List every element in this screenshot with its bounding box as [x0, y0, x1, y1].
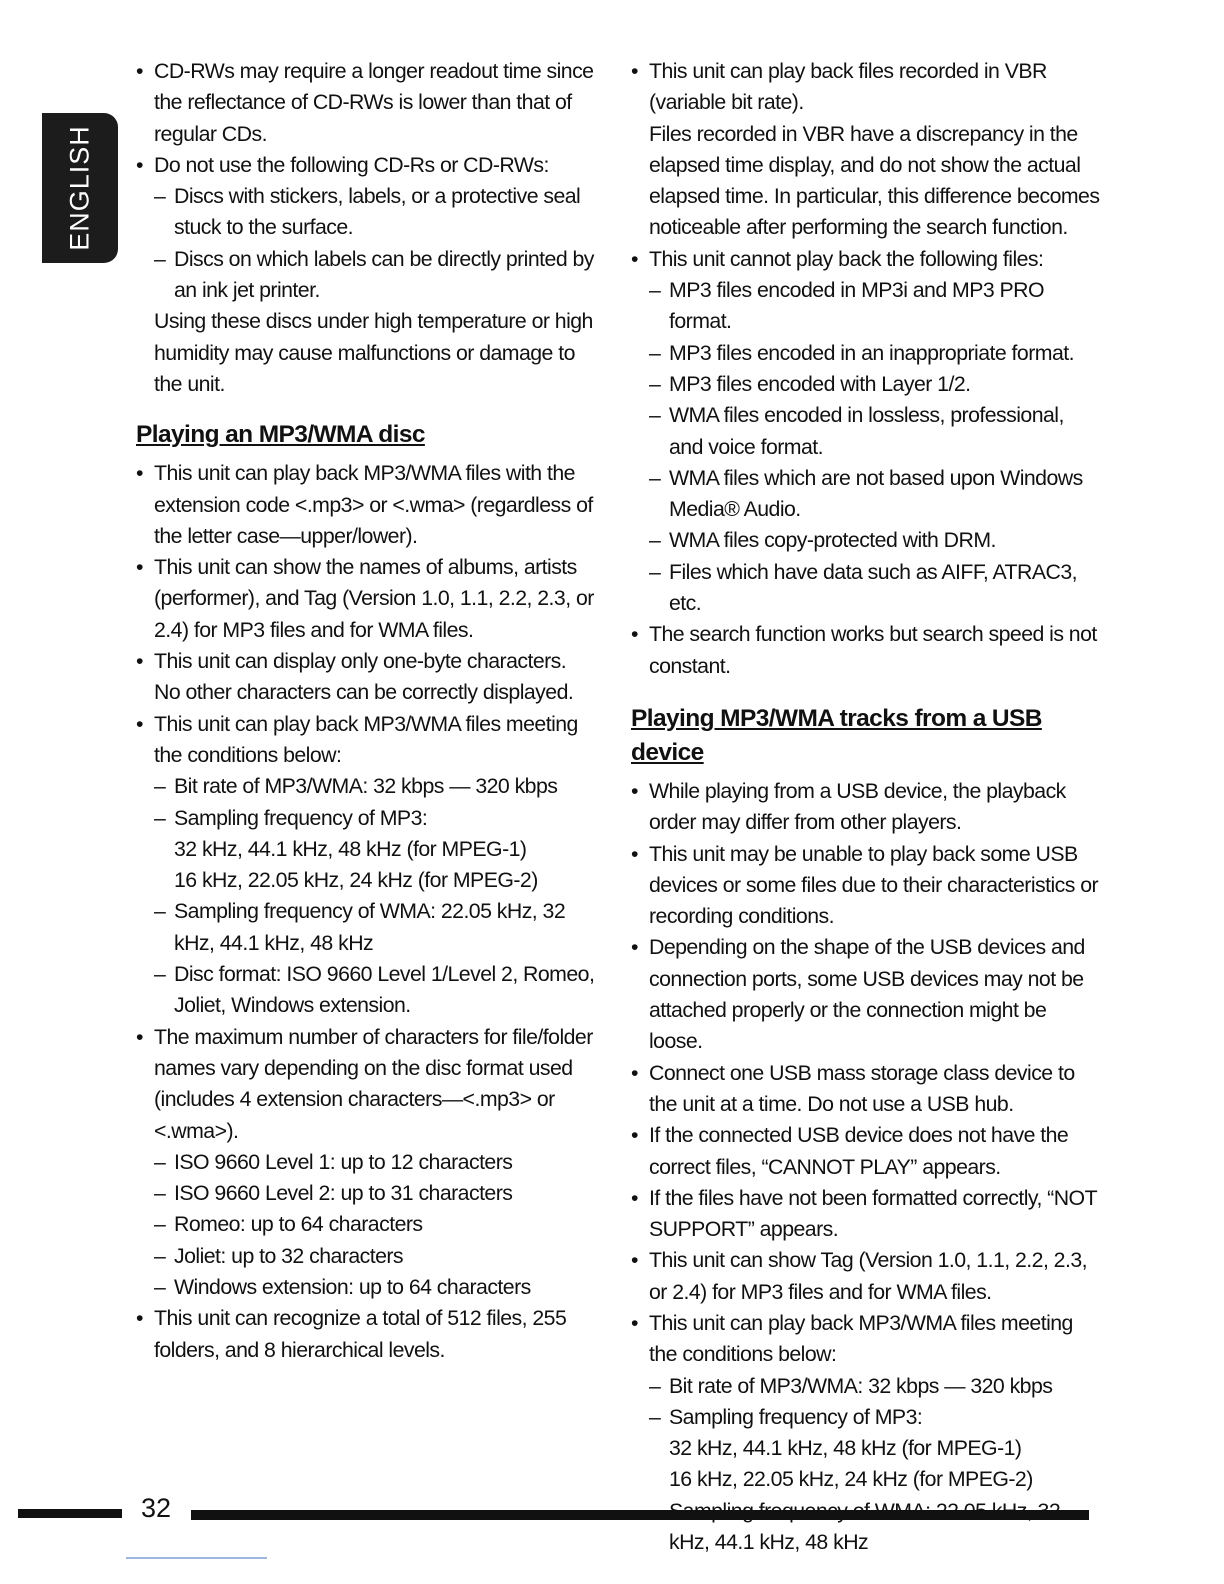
dash-item: – ISO 9660 Level 1: up to 12 characters	[136, 1147, 596, 1178]
dash-item: – Disc format: ISO 9660 Level 1/Level 2, Romeo, Joliet, Windows extension.	[136, 959, 596, 1022]
bullet-item: • This unit can show the names of albums, artists (performer), and Tag (Version 1.0, 1.1, 2.2, 2.3, or 2.4) for MP3 files and for WMA files.	[136, 552, 596, 646]
dash-item: – Joliet: up to 32 characters	[136, 1241, 596, 1272]
language-tab-label: ENGLISH	[64, 125, 95, 251]
dash-item: – ISO 9660 Level 2: up to 31 characters	[136, 1178, 596, 1209]
section-heading-usb-device: Playing MP3/WMA tracks from a USB device	[631, 704, 1042, 766]
indented-paragraph: Using these discs under high temperature or high humidity may cause malfunctions or damage to the unit.	[154, 309, 593, 396]
bullet-item: • Depending on the shape of the USB devices and connection ports, some USB devices may not be attached properly or the connection might be loose.	[631, 932, 1101, 1057]
right-items-list	[631, 776, 1101, 1558]
dash-item: – Romeo: up to 64 characters	[136, 1209, 596, 1240]
bottom-blue-rule	[126, 1557, 267, 1559]
dash-item: – MP3 files encoded in MP3i and MP3 PRO format.	[631, 275, 1101, 338]
left-items-list	[136, 458, 596, 1366]
dash-item: – WMA files encoded in lossless, professional, and voice format.	[631, 400, 1101, 463]
bullet-item: • This unit can play back MP3/WMA files meeting the conditions below:	[631, 1308, 1101, 1371]
nested-line: 32 kHz, 44.1 kHz, 48 kHz (for MPEG-1)	[669, 1436, 1022, 1461]
page-number: 32	[141, 1493, 172, 1523]
footer-rule-right	[191, 1510, 1089, 1520]
left-intro-list	[136, 56, 596, 400]
bullet-item: • This unit may be unable to play back some USB devices or some files due to their characteristics or recording conditions.	[631, 839, 1101, 933]
bullet-item: • The search function works but search speed is not constant.	[631, 619, 1101, 682]
dash-item: – Sampling frequency of WMA: 22.05 kHz, 32 kHz, 44.1 kHz, 48 kHz	[136, 896, 596, 959]
dash-item: – Discs with stickers, labels, or a protective seal stuck to the surface.	[136, 181, 596, 244]
nested-line: 16 kHz, 22.05 kHz, 24 kHz (for MPEG-2)	[669, 1467, 1033, 1492]
bullet-item: • This unit can play back files recorded in VBR (variable bit rate).	[631, 56, 1101, 119]
section-heading-mp3-wma-disc: Playing an MP3/WMA disc	[136, 421, 425, 449]
dash-item: – WMA files which are not based upon Windows Media® Audio.	[631, 463, 1101, 526]
dash-item: – Discs on which labels can be directly printed by an ink jet printer.	[136, 244, 596, 307]
bullet-item: • This unit cannot play back the following files:	[631, 244, 1101, 275]
dash-item: – MP3 files encoded in an inappropriate format.	[631, 338, 1101, 369]
bullet-item: • This unit can show Tag (Version 1.0, 1.1, 2.2, 2.3, or 2.4) for MP3 files and for WMA files.	[631, 1245, 1101, 1308]
dash-item: – Sampling frequency of MP3:	[136, 803, 596, 834]
bullet-item: • This unit can recognize a total of 512 files, 255 folders, and 8 hierarchical levels.	[136, 1303, 596, 1366]
nested-line: 32 kHz, 44.1 kHz, 48 kHz (for MPEG-1)	[174, 836, 527, 861]
bullet-item: • The maximum number of characters for file/folder names vary depending on the disc format used (includes 4 extension characters—<.mp3> or <.wma>).	[136, 1022, 596, 1147]
dash-item: – kHz, 44.1 kHz, 48 kHz	[631, 1496, 1101, 1559]
footer-rule-left	[18, 1509, 122, 1518]
dash-item: – MP3 files encoded with Layer 1/2.	[631, 369, 1101, 400]
dash-item: – Windows extension: up to 64 characters	[136, 1272, 596, 1303]
bullet-item: • If the connected USB device does not have the correct files, “CANNOT PLAY” appears.	[631, 1120, 1101, 1183]
dash-item: – Bit rate of MP3/WMA: 32 kbps — 320 kbps	[631, 1371, 1101, 1402]
indented-paragraph: Files recorded in VBR have a discrepancy in the elapsed time display, and do not show the actual elapsed time. In particular, this difference becomes noticeable after performing the search function.	[649, 121, 1100, 240]
bullet-item: • This unit can play back MP3/WMA files with the extension code <.mp3> or <.wma> (regardless of the letter case—upper/lower).	[136, 458, 596, 552]
bullet-item: • CD-RWs may require a longer readout time since the reflectance of CD-RWs is lower than that of regular CDs.	[136, 56, 596, 150]
nested-line: 16 kHz, 22.05 kHz, 24 kHz (for MPEG-2)	[174, 868, 538, 893]
bullet-item: • This unit can display only one-byte characters. No other characters can be correctly displayed.	[136, 646, 596, 709]
dash-item: – Sampling frequency of MP3:	[631, 1402, 1101, 1433]
right-intro-list	[631, 56, 1101, 682]
left-column	[136, 56, 596, 1366]
bullet-item: • Do not use the following CD-Rs or CD-RWs:	[136, 150, 596, 181]
dash-item: – WMA files copy-protected with DRM.	[631, 525, 1101, 556]
language-tab	[42, 113, 118, 263]
dash-item: – Bit rate of MP3/WMA: 32 kbps — 320 kbps	[136, 771, 596, 802]
dash-item: – Files which have data such as AIFF, ATRAC3, etc.	[631, 557, 1101, 620]
bullet-item: • Connect one USB mass storage class device to the unit at a time. Do not use a USB hub.	[631, 1058, 1101, 1121]
bullet-item: • This unit can play back MP3/WMA files meeting the conditions below:	[136, 709, 596, 772]
right-column	[631, 56, 1101, 1558]
bullet-item: • If the files have not been formatted correctly, “NOT SUPPORT” appears.	[631, 1183, 1101, 1246]
bullet-item: • While playing from a USB device, the playback order may differ from other players.	[631, 776, 1101, 839]
